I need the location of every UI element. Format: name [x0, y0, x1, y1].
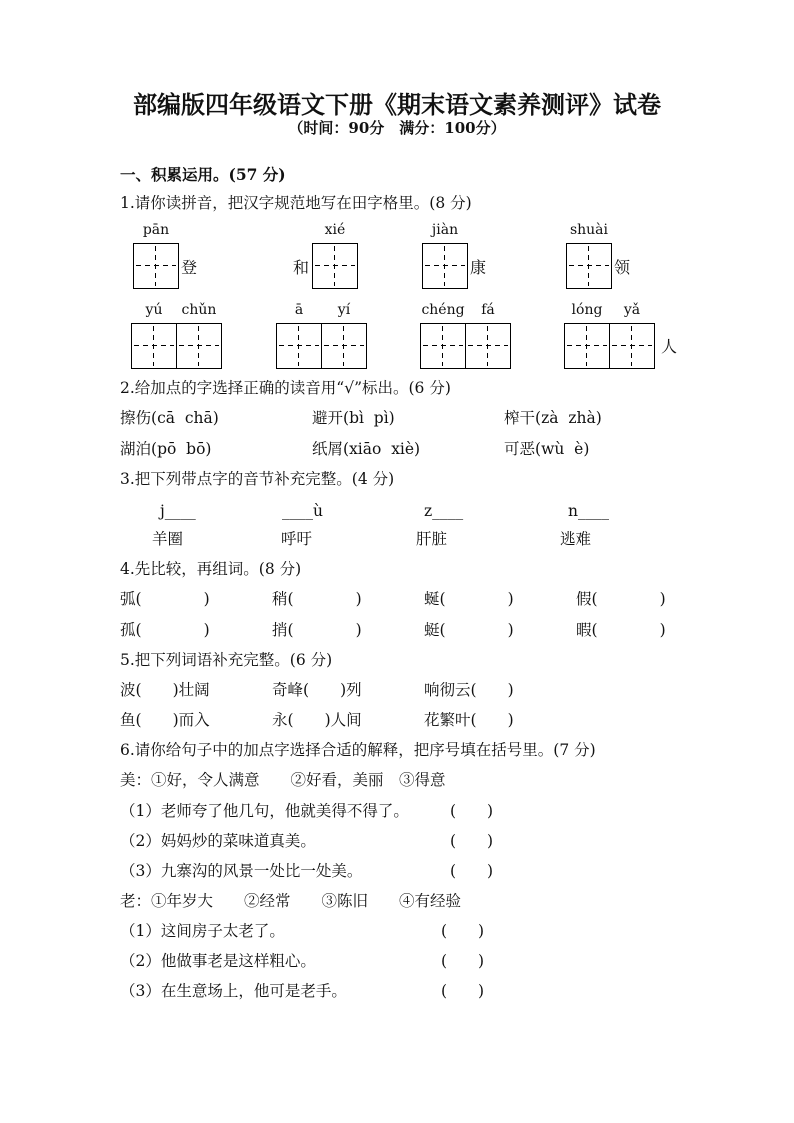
pinyin-label: chǔn [181, 302, 217, 318]
tianzige-box [609, 323, 655, 369]
compare-item [120, 620, 210, 640]
pinyin-label: yú [145, 302, 163, 318]
sentence-item: （1）老师夸了他几句，他就美得不得了。 [120, 802, 409, 820]
idiom-item [424, 680, 514, 700]
compare-char: 蜒 [424, 590, 440, 608]
reading-options: (cā chā) [151, 409, 219, 427]
sentence-item: （2）妈妈炒的菜味道真美。 [120, 832, 316, 850]
idiom-item [120, 680, 210, 700]
question-prompt: 2.给加点的字选择正确的读音用“√”标出。(6 分) [120, 379, 451, 397]
exam-subtitle: （时间：90分 满分：100分） [288, 119, 506, 137]
pinyin-label: ā [294, 302, 304, 318]
answer-blank: ( ) [470, 711, 514, 729]
compare-item [576, 620, 666, 640]
definition-list: 老：①年岁大 ②经常 ③陈旧 ④有经验 [120, 892, 462, 910]
context-char: 和 [293, 258, 310, 277]
idiom-before: 波 [120, 681, 136, 699]
syllable-blank: z____ [424, 502, 464, 520]
answer-blank: ( ) [591, 621, 666, 639]
pinyin-label: pān [142, 222, 170, 238]
idiom-after: 人间 [330, 711, 362, 729]
compare-char: 弧 [120, 590, 136, 608]
pinyin-label: jiàn [431, 222, 459, 238]
answer-blank: ( ) [441, 922, 485, 940]
tianzige-box [422, 243, 468, 289]
answer-blank: ( ) [287, 590, 362, 608]
pinyin-label: xié [324, 222, 346, 238]
compare-item [424, 589, 514, 609]
idiom-item [424, 710, 514, 730]
idiom-before: 永 [272, 711, 288, 729]
reading-choice-item [120, 439, 211, 459]
context-char: 登 [181, 258, 198, 277]
pinyin-label: lóng [571, 302, 603, 318]
reading-options: (xiāo xiè) [343, 440, 421, 458]
context-char: 康 [470, 258, 487, 277]
idiom-before: 花繁叶 [424, 711, 471, 729]
compare-item [576, 589, 666, 609]
tianzige-box [465, 323, 511, 369]
tianzige-box [131, 323, 177, 369]
answer-blank: ( ) [439, 590, 514, 608]
word: 可恶 [504, 440, 536, 458]
pinyin-label: fá [481, 302, 495, 318]
compare-char: 暇 [576, 621, 592, 639]
answer-blank: ( ) [441, 982, 485, 1000]
compare-char: 假 [576, 590, 592, 608]
reading-choice-item [504, 439, 589, 459]
answer-blank: ( ) [135, 590, 210, 608]
syllable-blank: j____ [160, 502, 196, 520]
idiom-item [272, 680, 362, 700]
answer-blank: ( ) [450, 832, 494, 850]
tianzige-box [133, 243, 179, 289]
idiom-item [272, 710, 362, 730]
pinyin-label: yí [337, 302, 351, 318]
reading-options: (pō bō) [151, 440, 212, 458]
reading-choice-item [504, 408, 602, 428]
question-prompt: 4.先比较，再组词。(8 分) [120, 560, 302, 578]
answer-blank: ( ) [470, 681, 514, 699]
idiom-before: 响彻云 [424, 681, 471, 699]
reading-choice-item [120, 408, 219, 428]
word: 湖泊 [120, 440, 152, 458]
definition-list: 美：①好，令人满意 ②好看，美丽 ③得意 [120, 771, 446, 789]
word: 纸屑 [312, 440, 344, 458]
answer-blank: ( ) [441, 952, 485, 970]
idiom-before: 鱼 [120, 711, 136, 729]
tianzige-box [321, 323, 367, 369]
tianzige-box [420, 323, 466, 369]
sentence-item: （1）这间房子太老了。 [120, 922, 285, 940]
answer-blank: ( ) [450, 862, 494, 880]
idiom-after: 列 [346, 681, 362, 699]
answer-blank: ( ) [591, 590, 666, 608]
word: 逃难 [560, 530, 592, 548]
word: 避开 [312, 409, 344, 427]
word: 呼吁 [281, 530, 313, 548]
sentence-item: （2）他做事老是这样粗心。 [120, 952, 316, 970]
sentence-item: （3）在生意场上，他可是老手。 [120, 982, 347, 1000]
idiom-before: 奇峰 [272, 681, 304, 699]
reading-choice-item [312, 408, 395, 428]
pinyin-label: shuài [569, 222, 609, 238]
syllable-blank: n____ [568, 502, 609, 520]
compare-item [272, 589, 362, 609]
word: 榨干 [504, 409, 536, 427]
compare-char: 捎 [272, 621, 288, 639]
idiom-item [120, 710, 210, 730]
word: 肝脏 [416, 530, 448, 548]
answer-blank: ( ) [303, 681, 347, 699]
answer-blank: ( ) [287, 711, 331, 729]
tianzige-box [176, 323, 222, 369]
answer-blank: ( ) [135, 681, 179, 699]
section-heading: 一、积累运用。(57 分) [120, 165, 286, 184]
idiom-after: 壮阔 [178, 681, 210, 699]
word: 羊圈 [152, 530, 184, 548]
tianzige-box [566, 243, 612, 289]
reading-choice-item [312, 439, 420, 459]
question-prompt: 6.请你给句子中的加点字选择合适的解释，把序号填在括号里。(7 分) [120, 741, 596, 759]
compare-char: 孤 [120, 621, 136, 639]
pinyin-label: yǎ [623, 302, 641, 318]
answer-blank: ( ) [287, 621, 362, 639]
reading-options: (zà zhà) [535, 409, 602, 427]
syllable-blank: ____ù [282, 502, 323, 520]
answer-blank: ( ) [135, 621, 210, 639]
question-prompt: 1.请你读拼音，把汉字规范地写在田字格里。(8 分) [120, 194, 472, 212]
word: 擦伤 [120, 409, 152, 427]
tianzige-box [312, 243, 358, 289]
reading-options: (bì pì) [343, 409, 395, 427]
question-prompt: 5.把下列词语补充完整。(6 分) [120, 651, 333, 669]
compare-char: 稍 [272, 590, 288, 608]
compare-item [120, 589, 210, 609]
answer-blank: ( ) [450, 802, 494, 820]
question-prompt: 3.把下列带点字的音节补充完整。(4 分) [120, 470, 395, 488]
context-char: 领 [614, 258, 631, 277]
compare-item [272, 620, 362, 640]
exam-title: 部编版四年级语文下册《期末语文素养测评》试卷 [133, 90, 661, 119]
tianzige-box [564, 323, 610, 369]
compare-item [424, 620, 514, 640]
answer-blank: ( ) [135, 711, 179, 729]
pinyin-label: chéng [421, 302, 465, 318]
reading-options: (wù è) [535, 440, 590, 458]
compare-char: 蜓 [424, 621, 440, 639]
tianzige-box [276, 323, 322, 369]
idiom-after: 而入 [178, 711, 210, 729]
sentence-item: （3）九寨沟的风景一处比一处美。 [120, 862, 363, 880]
context-char: 人 [661, 337, 678, 356]
answer-blank: ( ) [439, 621, 514, 639]
